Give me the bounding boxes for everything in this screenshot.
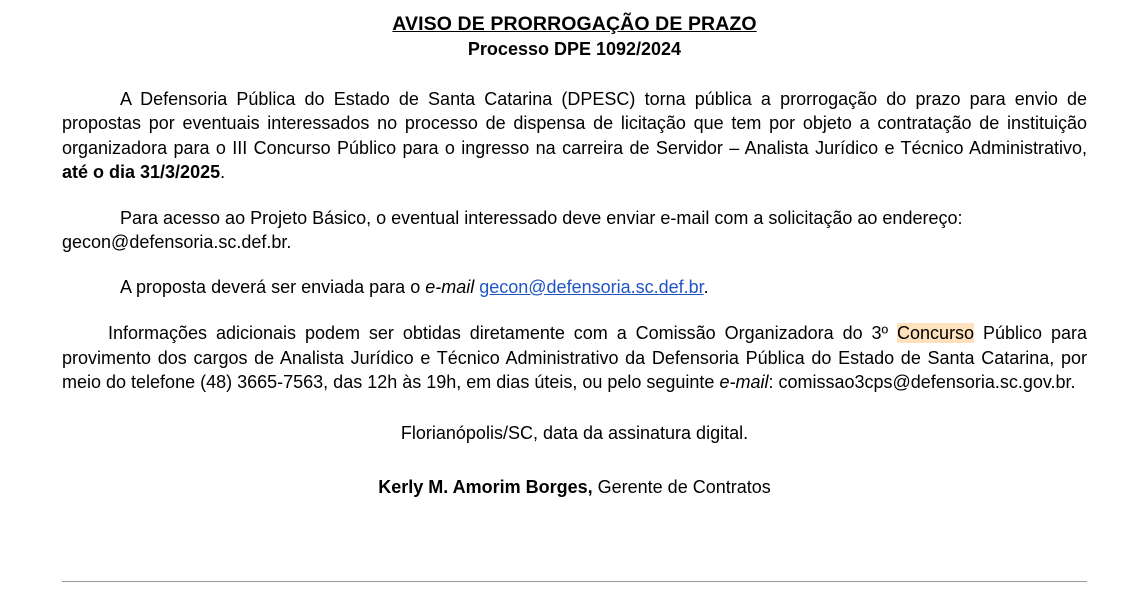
place-and-date: Florianópolis/SC, data da assinatura digital. (400, 422, 749, 443)
document-subtitle: Processo DPE 1092/2024 (467, 39, 682, 60)
document-title (62, 12, 1087, 36)
paragraph-informacoes-adicionais (62, 321, 1087, 394)
email-link[interactable]: gecon@defensoria.sc.def.br (479, 276, 704, 297)
document-title-text: AVISO DE PRORROGAÇÃO DE PRAZO (392, 13, 757, 35)
paragraph3-email-word: e-mail (425, 276, 475, 297)
signatory-role: Gerente de Contratos (592, 477, 771, 498)
paragraph3-text-a: A proposta deverá ser enviada para o (120, 276, 426, 297)
paragraph4-email-word: e-mail (719, 372, 769, 393)
paragraph1-deadline: até o dia 31/3/2025 (62, 162, 221, 183)
paragraph2-email: gecon@defensoria.sc.def.br (62, 232, 287, 253)
highlighted-text-concurso: Concurso (897, 323, 975, 344)
paragraph-prorrogacao (62, 87, 1087, 185)
paragraph2-text-b: . (286, 232, 292, 253)
paragraph1-text-b: . (220, 162, 226, 183)
paragraph-proposta (62, 275, 1087, 299)
paragraph4-text-c: : comissao3cps@defensoria.sc.gov.br. (768, 372, 1076, 393)
paragraph2-text-a: Para acesso ao Projeto Básico, o eventual interessado deve enviar e-mail com a solicitação ao endereço: (120, 207, 963, 228)
footer-divider (62, 581, 1087, 582)
paragraph4-text-b: Público para provimento dos cargos de Analista Jurídico e Técnico Administrativo da Defensoria Pública do Estado de Santa Catarina, por meio do telefone (48) 3665-7563, das 12h às 19h, em dias úteis, ou pelo seguinte (62, 323, 1087, 393)
paragraph-projeto-basico (62, 206, 1087, 255)
paragraph1-text-a: A Defensoria Pública do Estado de Santa Catarina (DPESC) torna pública a prorrogação do prazo para envio de propostas por eventuais interessados no processo de dispensa de licitação que tem por objeto a contratação de instituição organizadora para o III Concurso Público para o ingresso na carreira de Servidor – Analista Jurídico e Técnico Administrativo, (62, 88, 1087, 158)
paragraph3-text-c: . (703, 276, 709, 297)
signature-block (62, 475, 1087, 499)
signatory-name: Kerly M. Amorim Borges, (378, 477, 593, 498)
paragraph4-text-a: Informações adicionais podem ser obtidas diretamente com a Comissão Organizadora do 3º (108, 323, 898, 344)
